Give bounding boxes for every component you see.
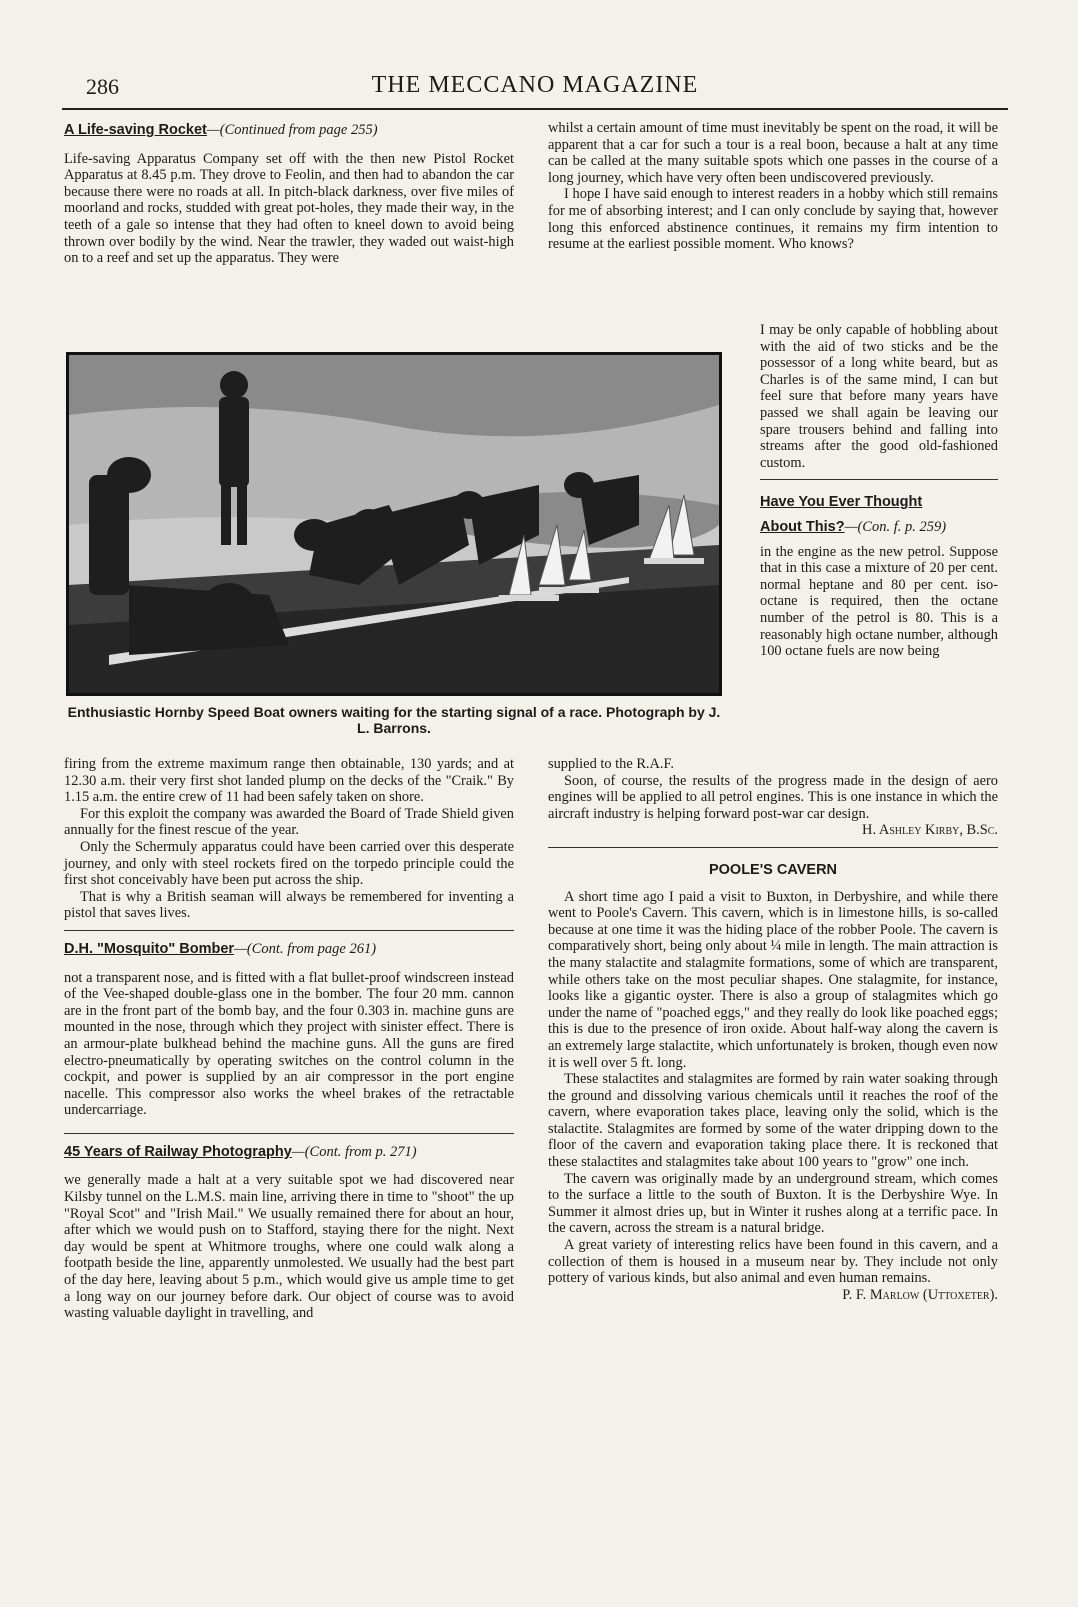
rocket-article-top <box>64 122 514 267</box>
page-number: 286 <box>86 74 119 99</box>
rocket-paragraph: Life-saving Apparatus Company set off with the then new Pistol Rocket Apparatus at 8.45 p.m. They drove to Feolin, and then had to abandon the car because there were no roads at all. In pitch-black darkness, over five miles of moorland and rocks, studded with great pot-holes, they made their way, in the teeth of a gale so intense that they had often to kneel down to avoid being thrown over bodily by the wind. Near the trawler, they waded out waist-high on to a reef and set up the apparatus. They were <box>64 150 514 267</box>
divider <box>64 1133 514 1134</box>
railway-paragraph: we generally made a halt at a very suitable spot we had discovered near Kilsby tunnel on the L.M.S. main line, arriving there in time to "shoot" the up "Royal Scot" and "Irish Mail." We usually remained there for about an hour, after which we would push on to Stafford, staying there for the night. Next day would be spent at Whitmore troughs, where one could walk along a footpath beside the line, apparently unmolested. We usually had the best part of the day here, leaving about 5 p.m., which would give us ample time to get a long way on our journey before dark. Our object of course was to avoid wasting valuable daylight in travelling, and <box>64 1172 514 1322</box>
mosquito-cont-note: —(Cont. from page 261) <box>234 940 377 957</box>
thought-heading: Have You Ever Thought <box>760 494 923 511</box>
thought-heading-line2: About This? <box>760 518 845 535</box>
mosquito-heading: D.H. "Mosquito" Bomber <box>64 940 235 957</box>
railway-cont-paragraph: whilst a certain amount of time must inevitably be spent on the road, it will be apparent that a car for such a tour is a real boon, because a halt at any time can be called at the many suitable spots which one passes in the course of a long journey, which have very often been undiscovered previously. <box>548 120 999 186</box>
rocket-cont-note: —(Continued from page 255) <box>206 122 378 138</box>
railway-cont-paragraph: I may be only capable of hobbling about with the aid of two sticks and be the possessor of a long white beard, but as Charles is of the same mind, I can but feel sure that before many years have passed we shall again be leaving our spare trousers behind and falling into streams after the good old-fashioned custom. <box>760 322 998 471</box>
left-column-bottom <box>64 756 514 1322</box>
rocket-paragraph: Only the Schermuly apparatus could have been carried over this desperate journey, and only with steel rockets fired on the torpedo principle could the first shot conceivably have been put across the ship. <box>64 838 514 889</box>
mosquito-paragraph: not a transparent nose, and is fitted with a flat bullet-proof windscreen instead of the Vee-shaped double-glass one in the bomber. The four 20 mm. cannon are in the front part of the bomb bay, and the four 0.303 in. machine guns are mounted in the nose, through which they project with sinister effect. There is an armour-plate bulkhead behind the machine guns. All the guns are fired electro-pneumatically by operating switches on the control column in the cockpit, and power is supplied by an air compressor in the port engine nacelle. This compressor also works the wheel brakes of the retractable undercarriage. <box>64 969 514 1119</box>
railway-cont-paragraph: I hope I have said enough to interest readers in a hobby which still remains for me of absorbing interest; and I can only conclude by saying that, however long this enforced abstinence continues, it remains my firm intention to resume at the earliest possible moment. Who knows? <box>548 186 998 253</box>
railway-heading: 45 Years of Railway Photography <box>64 1143 292 1160</box>
thought-cont-note: —(Con. f. p. 259) <box>844 518 947 535</box>
divider <box>760 479 998 480</box>
page-header <box>62 66 1008 110</box>
cavern-paragraph: A great variety of interesting relics have been found in this cavern, and a collection of them is housed in a museum near by. They include not only pottery of various kinds, but also animal and even human remains. <box>548 1237 998 1287</box>
thought-paragraph: supplied to the R.A.F. <box>548 756 674 772</box>
right-column-bottom <box>548 756 998 1303</box>
thought-paragraph: in the engine as the new petrol. Suppose that in this case a mixture of 20 per cent. normal heptane and 80 per cent. iso-octane is required, then the octane number of the petrol is 80. This is a reasonably high octane number, although 100 octane fuels are now being <box>760 543 998 660</box>
cavern-paragraph: A short time ago I paid a visit to Buxton, in Derbyshire, and while there went to Poole's Cavern. This cavern, which is in limestone hills, is so-called because at one time it was the hiding place of the robber Poole. The cavern is comparatively short, being only about ¼ mile in length. The main attraction is the many stalactite and stalagmite formations, some of which are transparent, while others take on the most peculiar shapes. One stalagmite, for instance, looks like a gigantic oyster. There is also a group of stalagmites which go under the name of "poached eggs," and they really do look like poached eggs; this is due to the presence of iron oxide. About half-way along the cavern is an extremely large stalactite, which unfortunately is broken, though even now it is well over 5 ft. long. <box>548 888 998 1071</box>
divider <box>64 930 514 931</box>
railway-cont-narrow <box>760 322 998 660</box>
rocket-paragraph: firing from the extreme maximum range then obtainable, 130 yards; and at 12.30 a.m. their very first shot landed plump on the decks of the "Craik." By 1.15 a.m. the entire crew of 11 had been safely taken on shore. <box>64 756 514 806</box>
rocket-paragraph: For this exploit the company was awarded the Board of Trade Shield given annually for the finest rescue of the year. <box>64 805 514 839</box>
cavern-paragraph: The cavern was originally made by an underground stream, which comes to the surface a little to the south of Buxton. It is the Derbyshire Wye. In Summer it almost dries up, but in Winter it rushes along at a terrific pace. In the cavern, across the stream is a natural bridge. <box>548 1170 998 1237</box>
rocket-heading: A Life-saving Rocket <box>64 122 207 138</box>
thought-signature: H. Ashley Kirby, B.Sc. <box>862 822 998 839</box>
cavern-paragraph: These stalactites and stalagmites are formed by rain water soaking through the ground and dissolving various chemicals until it reaches the roof of the cavern, where evaporation takes place, leaving only the solid, which is the stalactite. Stalagmites are formed by some of the water dripping down to the floor of the cavern and evaporation taking place there. It is reckoned that these stalactites and stalagmites take about 100 years to "grow" one inch. <box>548 1071 998 1171</box>
photo-caption: Enthusiastic Hornby Speed Boat owners waiting for the starting signal of a race. Photograph by J. L. Barrons. <box>67 704 721 736</box>
magazine-title: THE MECCANO MAGAZINE <box>371 72 699 98</box>
speed-boat-photo <box>66 352 722 696</box>
cavern-heading: POOLE'S CAVERN <box>708 861 838 878</box>
railway-cont-note: —(Cont. from p. 271) <box>291 1143 417 1160</box>
rocket-paragraph: That is why a British seaman will always be remembered for inventing a pistol that saves lives. <box>64 888 514 922</box>
photo-illustration <box>69 355 719 693</box>
thought-paragraph: Soon, of course, the results of the progress made in the design of aero engines will be applied to all petrol engines. This is one instance in which the aircraft industry is helping forward post-war car design. <box>548 772 998 822</box>
divider <box>548 847 998 848</box>
railway-continuation <box>548 120 998 253</box>
cavern-signature: P. F. Marlow (Uttoxeter). <box>842 1286 998 1303</box>
